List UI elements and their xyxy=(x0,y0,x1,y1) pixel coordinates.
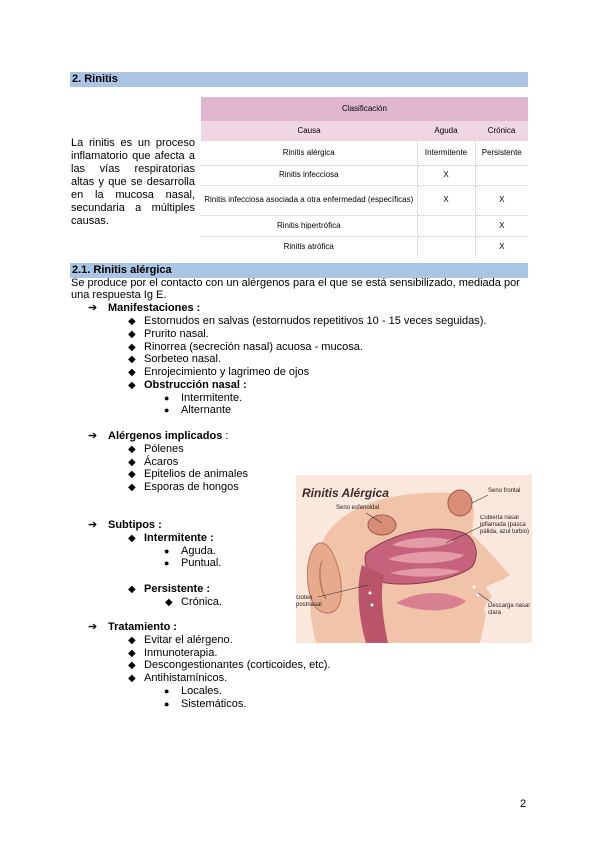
subtipos-label: Subtipos : xyxy=(108,519,162,531)
table-title: Clasificación xyxy=(201,97,528,121)
page-number: 2 xyxy=(520,798,527,810)
table-cell: X xyxy=(417,185,475,215)
list-item: Esporas de hongos xyxy=(144,481,239,493)
diamond-bullet-icon: ◆ xyxy=(128,635,136,646)
list-item: Estornudos en salvas (estornudos repetitivos 10 - 15 veces seguidas). xyxy=(144,315,487,327)
table-header-causa: Causa xyxy=(201,121,417,141)
list-item: Enrojecimiento y lagrimeo de ojos xyxy=(144,366,310,378)
label-seno-esfenoidal: Seno esfenoidal xyxy=(336,505,380,511)
list-item: Sorbeteo nasal. xyxy=(144,353,222,365)
section-title: 2. Rinitis xyxy=(72,73,118,85)
list-item: Inmunoterapia. xyxy=(144,647,218,659)
list-item: Locales. xyxy=(181,685,222,697)
table-cell: Rinitis infecciosa asociada a otra enfermedad (específicas) xyxy=(201,185,417,215)
dot-bullet-icon: ● xyxy=(164,546,170,556)
table-cell: Rinitis hipertrófica xyxy=(201,215,417,236)
table-row xyxy=(201,185,528,215)
persistente-label: Persistente : xyxy=(144,583,211,595)
rinitis-figure xyxy=(296,475,532,643)
diamond-bullet-icon: ◆ xyxy=(128,482,136,493)
dot-bullet-icon: ● xyxy=(164,393,170,403)
diamond-bullet-icon: ◆ xyxy=(128,660,136,671)
table-cell: X xyxy=(475,185,528,215)
list-item: Crónica. xyxy=(181,596,222,608)
diamond-bullet-icon: ◆ xyxy=(128,533,136,544)
diamond-bullet-icon: ◆ xyxy=(128,354,136,365)
list-item: Epitelios de animales xyxy=(144,468,248,480)
list-item: Prurito nasal. xyxy=(144,328,209,340)
arrow-bullet-icon: ➔ xyxy=(88,621,98,633)
table-row xyxy=(201,236,528,258)
diamond-bullet-icon: ◆ xyxy=(128,380,136,391)
list-item: Ácaros xyxy=(144,456,179,468)
alergenos-label: Alérgenos implicados xyxy=(108,430,223,442)
diamond-bullet-icon: ◆ xyxy=(128,457,136,468)
dot-bullet-icon: ● xyxy=(164,558,170,568)
table-row xyxy=(201,165,528,185)
table-cell xyxy=(417,236,475,258)
list-item: Puntual. xyxy=(181,557,222,569)
table-cell: Rinitis atrófica xyxy=(201,236,417,258)
diamond-bullet-icon: ◆ xyxy=(165,597,173,608)
definition-paragraph: Se produce por el contacto con un alérgenos para el que se está sensibilizado, mediada por una respuesta Ig E. xyxy=(71,277,520,301)
label-seno-frontal: Seno frontal xyxy=(488,488,521,494)
dot-bullet-icon: ● xyxy=(164,405,170,415)
diamond-bullet-icon: ◆ xyxy=(128,673,136,684)
table-cell: Rinitis infecciosa xyxy=(201,165,417,185)
obstruccion-label: Obstrucción nasal : xyxy=(144,379,247,391)
list-item: Alternante xyxy=(181,404,232,416)
list-item: Sistemáticos. xyxy=(181,698,247,710)
table-header-cronica: Crónica xyxy=(475,121,528,141)
list-item: Descongestionantes (corticoides, etc). xyxy=(144,659,331,671)
table-row xyxy=(201,215,528,236)
diamond-bullet-icon: ◆ xyxy=(128,316,136,327)
table-cell: Intermitente xyxy=(417,141,475,165)
arrow-bullet-icon: ➔ xyxy=(88,519,98,531)
diamond-bullet-icon: ◆ xyxy=(128,469,136,480)
table-header-aguda: Aguda xyxy=(417,121,475,141)
figure-title: Rinitis Alérgica xyxy=(302,486,389,500)
table-cell: X xyxy=(475,215,528,236)
diamond-bullet-icon: ◆ xyxy=(128,342,136,353)
alergenos-heading xyxy=(108,430,228,443)
tratamiento-label: Tratamiento : xyxy=(108,621,178,633)
list-item: Pólenes xyxy=(144,443,184,455)
dot-bullet-icon: ● xyxy=(164,699,170,709)
table-cell: Persistente xyxy=(475,141,528,165)
arrow-bullet-icon: ➔ xyxy=(88,302,98,314)
table-cell: Rinitis alérgica xyxy=(201,141,417,165)
intermitente-label: Intermitente : xyxy=(144,532,214,544)
diamond-bullet-icon: ◆ xyxy=(128,584,136,595)
rinitis-illustration xyxy=(296,475,532,643)
table-cell xyxy=(417,215,475,236)
table-row xyxy=(201,141,528,165)
table-cell xyxy=(475,165,528,185)
arrow-bullet-icon: ➔ xyxy=(88,430,98,442)
list-item: Aguda. xyxy=(181,545,216,557)
intro-paragraph: La rinitis es un proceso inflamatorio que afecta a las vías respiratorias altas y que se desarrolla en la mucosa nasal, secundaria a múltiples causas. xyxy=(71,137,195,227)
dot-bullet-icon: ● xyxy=(164,686,170,696)
diamond-bullet-icon: ◆ xyxy=(128,648,136,659)
label-goteo: Goteo postnasal xyxy=(296,595,322,608)
table-cell: X xyxy=(417,165,475,185)
manifestaciones-label: Manifestaciones : xyxy=(108,302,201,314)
diamond-bullet-icon: ◆ xyxy=(128,329,136,340)
label-descarga: Descarga nasal clara xyxy=(488,603,530,616)
classification-table xyxy=(201,97,528,258)
subsection-header-bar xyxy=(70,263,528,278)
diamond-bullet-icon: ◆ xyxy=(128,367,136,378)
table-cell: X xyxy=(499,242,505,252)
subsection-title: 2.1. Rinitis alérgica xyxy=(72,264,172,276)
list-item: Rinorrea (secreción nasal) acuosa - mucosa. xyxy=(144,341,363,353)
diamond-bullet-icon: ◆ xyxy=(128,444,136,455)
list-item: Intermitente. xyxy=(181,392,243,404)
alergenos-colon: : xyxy=(225,430,229,442)
list-item: Antihistamínicos. xyxy=(144,672,228,684)
section-header-bar xyxy=(70,72,528,87)
list-item: Evitar el alérgeno. xyxy=(144,634,233,646)
label-cubierta: Cubierta nasal inflamada (pasca pálida, azul turbio) xyxy=(480,515,530,535)
